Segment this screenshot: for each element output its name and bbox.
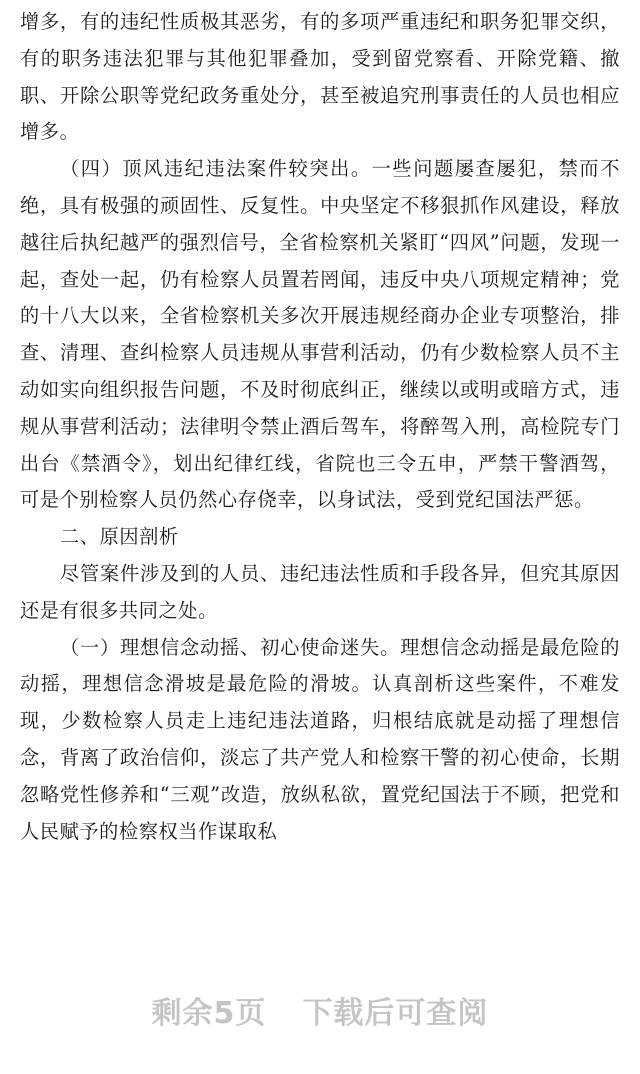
remaining-pages-label: 剩余5页: [151, 996, 267, 1031]
paragraph-cause-intro: 尽管案件涉及到的人员、违纪违法性质和手段各异，但究其原因还是有很多共同之处。: [20, 561, 620, 622]
paragraph-cause-one: （一）理想信念动摇、初心使命迷失。理想信念动摇是最危险的动摇，理想信念滑坡是最危险的滑坡。认真剖析这些案件，不难发现，少数检察人员走上违纪违法道路，归根结底就是动摇了理想信念，背离了政治信仰，淡忘了共产党人和检察干警的初心使命，长期忽略党性修养和“三观”改造，放纵私欲，置党纪国法于不顾，把党和人民赋予的检察权当作谋取私: [20, 635, 620, 843]
document-body: [20, 4, 620, 850]
remaining-pages-banner[interactable]: [0, 988, 640, 1032]
section-heading-cause-analysis: 二、原因剖析: [60, 525, 179, 549]
download-to-view-label: 下载后可查阅: [302, 996, 489, 1031]
paragraph-continuation: 增多，有的违纪性质极其恶劣，有的多项严重违纪和职务犯罪交织，有的职务违法犯罪与其他犯罪叠加，受到留党察看、开除党籍、撤职、开除公职等党纪政务重处分，甚至被追究刑事责任的人员也相应增多。: [20, 10, 620, 144]
paragraph-section-four: （四）顶风违纪违法案件较突出。一些问题屡查屡犯，禁而不绝，具有极强的顽固性、反复性。中央坚定不移狠抓作风建设，释放越往后执纪越严的强烈信号，全省检察机关紧盯“四风”问题，发现一起，查处一起，仍有检察人员置若罔闻，违反中央八项规定精神；党的十八大以来，全省检察机关多次开展违规经商办企业专项整治，排查、清理、查纠检察人员违规从事营利活动，仍有少数检察人员不主动如实向组织报告问题，不及时彻底纠正，继续以或明或暗方式，违规从事营利活动；法律明令禁止酒后驾车，将醉驾入刑，高检院专门出台《禁酒令》，划出纪律红线，省院也三令五申，严禁干警酒驾，可是个别检察人员仍然心存侥幸，以身试法，受到党纪国法严惩。: [20, 157, 620, 512]
